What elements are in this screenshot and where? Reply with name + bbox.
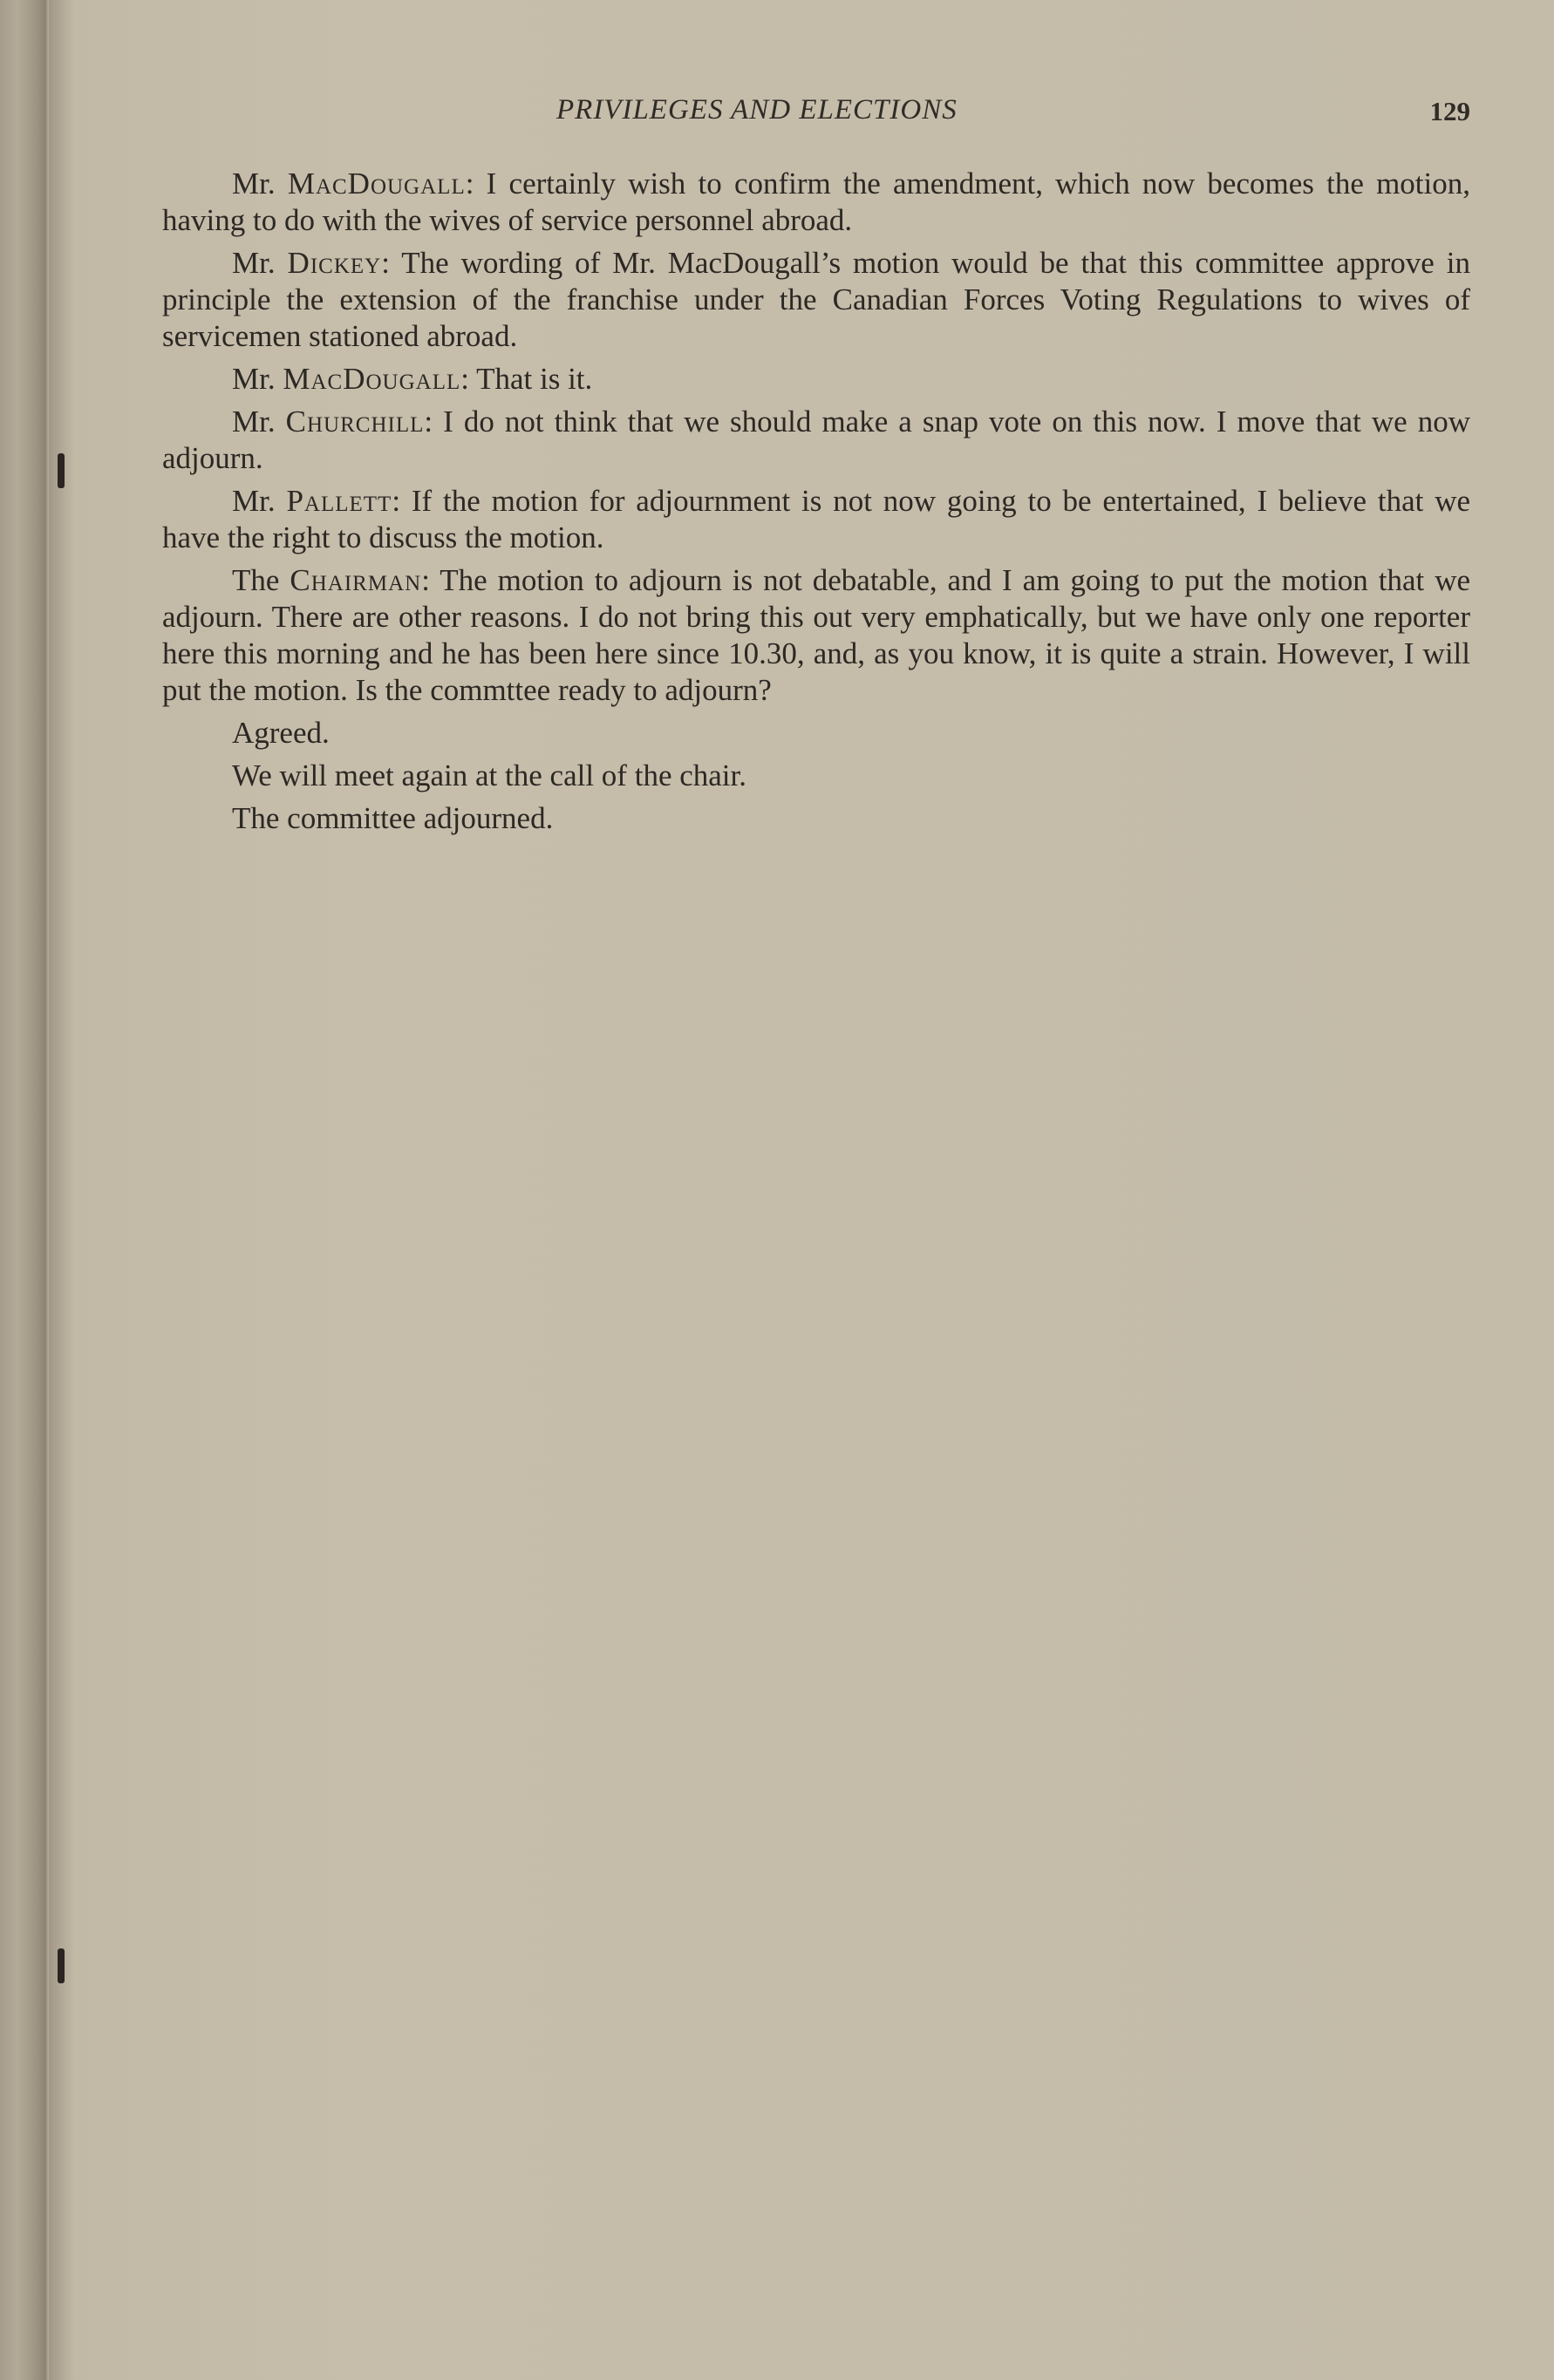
paragraph-churchill — [162, 404, 1470, 477]
closing-agreed: Agreed. — [232, 716, 330, 750]
honorific: Mr. — [232, 362, 276, 396]
paragraph-chairman — [162, 562, 1470, 709]
page-number: 129 — [1429, 96, 1470, 126]
speaker-name: Pallett — [286, 484, 392, 518]
honorific: Mr. — [232, 246, 276, 280]
paragraph-macdougall-1 — [162, 166, 1470, 239]
paragraph-pallett — [162, 483, 1470, 556]
running-title: PRIVILEGES AND ELECTIONS — [556, 94, 958, 126]
paragraph-text: : The wording of Mr. MacDougall’s motion would be that this committee approve in principle the extension of the franchise under the Canadian Forces Voting Regulations to wives of servicemen stationed abroad. — [162, 246, 1470, 353]
honorific: Mr. — [232, 167, 276, 201]
binding-mark — [58, 1948, 65, 1983]
speaker-name: Churchill — [285, 405, 425, 439]
closing-adjourned: The committee adjourned. — [232, 801, 554, 835]
paragraph-macdougall-2 — [162, 361, 1470, 398]
honorific: The — [232, 563, 280, 597]
speaker-name: MacDougall — [287, 167, 466, 201]
running-head — [162, 94, 1470, 138]
speaker-name: Dickey — [287, 246, 382, 280]
speaker-name: Chairman — [290, 563, 422, 597]
binding-shadow — [49, 0, 75, 2380]
honorific: Mr. — [232, 405, 276, 439]
closing-meet-again: We will meet again at the call of the chair. — [232, 758, 746, 792]
body-text — [162, 166, 1470, 843]
speaker-name: MacDougall — [283, 362, 461, 396]
honorific: Mr. — [232, 484, 276, 518]
paragraph-text: : The motion to adjourn is not debatable, and I am going to put the motion that we adjourn. There are other reasons. I do not bring this out very emphatically, but we have only one reporter here this morning and he has been here since 10.30, and, as you know, it is quite a strain. However, I will put the motion. Is the commttee ready to adjourn? — [162, 563, 1471, 707]
paragraph-text: : That is it. — [460, 362, 593, 396]
binding-edge — [0, 0, 49, 2380]
paragraph-text: : I do not think that we should make a snap vote on this now. I move that we now adjourn. — [162, 405, 1470, 475]
binding-mark — [58, 453, 65, 488]
paragraph-dickey — [162, 245, 1470, 355]
paragraph-text: : If the motion for adjournment is not now going to be entertained, I believe that we have the right to discuss the motion. — [162, 484, 1471, 554]
paragraph-text: : I certainly wish to confirm the amendment, which now becomes the motion, having to do with the wives of service personnel abroad. — [162, 167, 1470, 237]
